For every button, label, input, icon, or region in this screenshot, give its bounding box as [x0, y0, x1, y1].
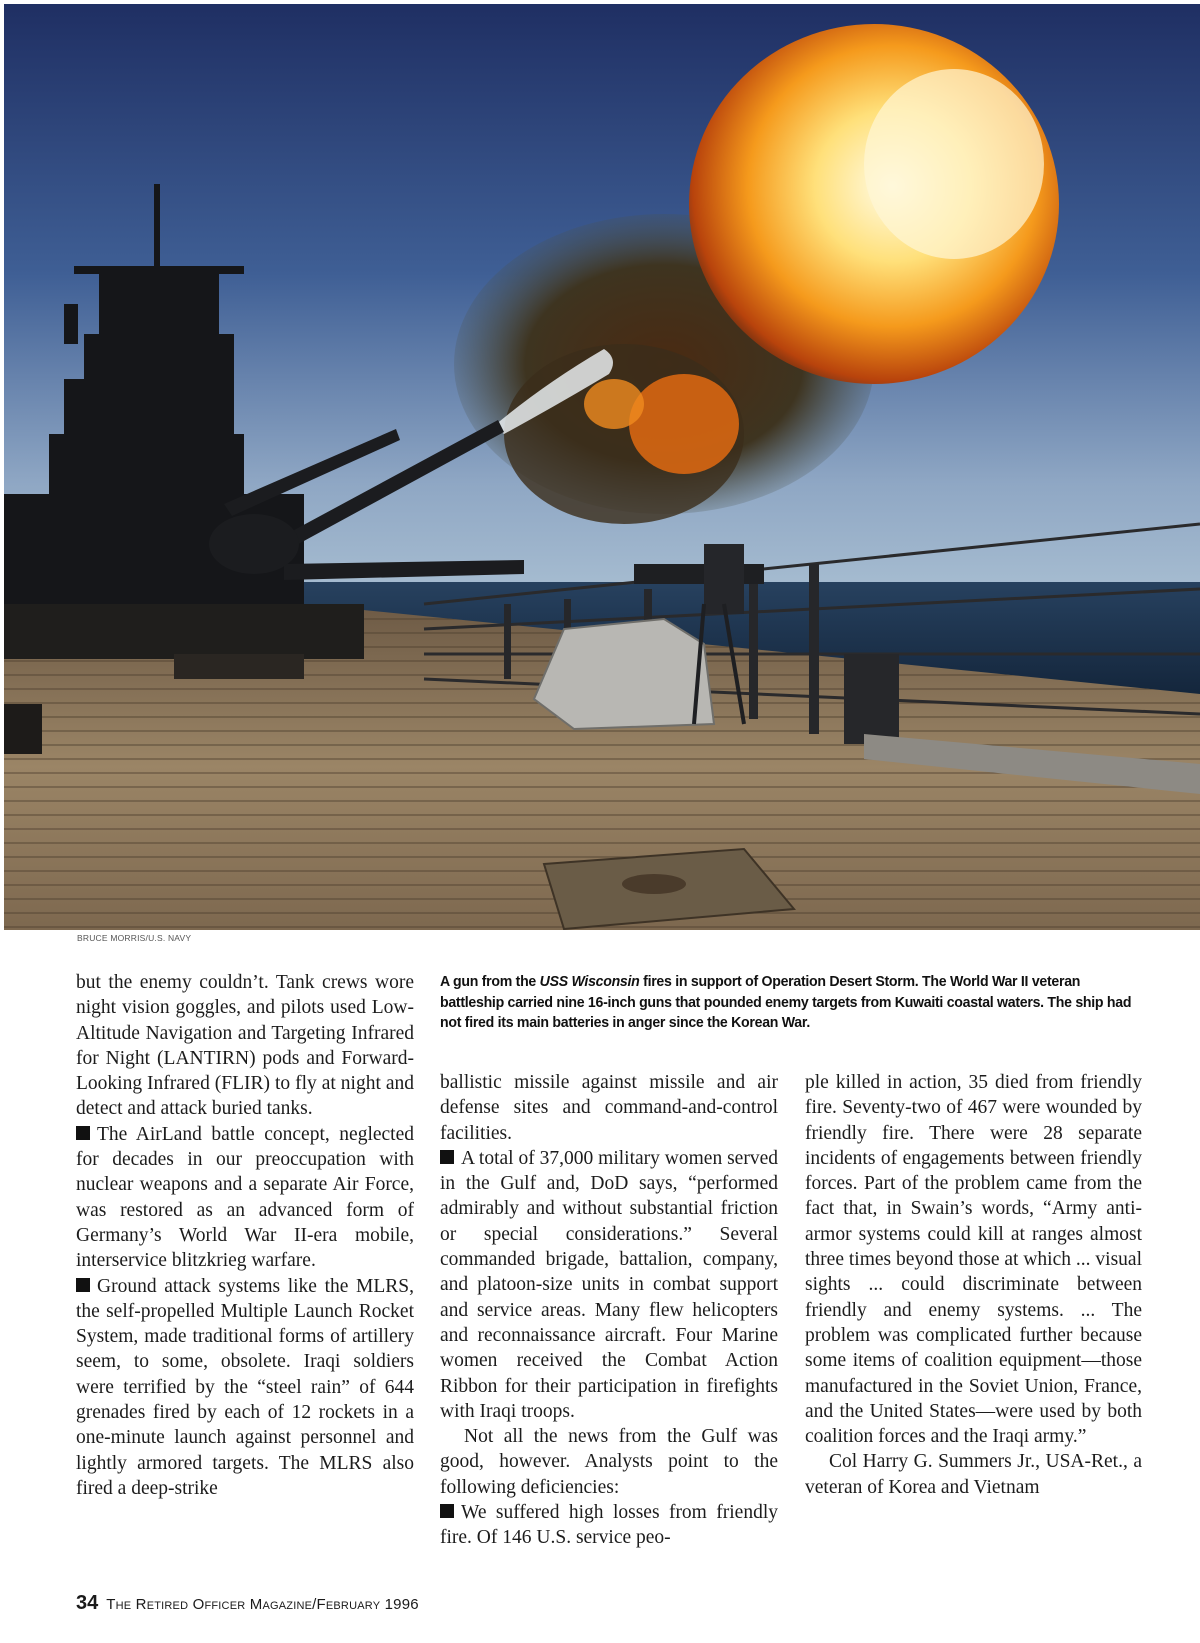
paragraph-text: Not all the news from the Gulf was good, however. Analysts point to the following deficiencies: [440, 1426, 778, 1498]
paragraph [805, 1070, 1142, 1449]
bullet-paragraph [440, 1146, 778, 1424]
page-footer [76, 1592, 419, 1615]
paragraph [440, 1070, 778, 1146]
paragraph-text: A total of 37,000 military women served in the Gulf and, DoD says, “performed admirably and without substantial friction or special considerations.” Several commanded brigade, battalion, company, and platoon-size units in combat support and service areas. Many flew helicopters and reconnaissance aircraft. Four Marine women received the Combat Action Ribbon for their participation in firefights with Iraqi troops. [440, 1147, 778, 1422]
bullet-paragraph [76, 1122, 414, 1274]
bullet-paragraph [440, 1500, 778, 1551]
paragraph-text: ballistic missile against missile and air defense sites and command-and-control facilities. [440, 1072, 778, 1144]
battleship-photo [4, 4, 1200, 930]
paragraph-text: Ground attack systems like the MLRS, the self-propelled Multiple Launch Rocket System, made traditional forms of artillery seem, to some, obsolete. Iraqi soldiers were terrified by the “steel rain” of 644 grenades fired by each of 12 rockets in a one-minute launch against personnel and lightly armored targets. The MLRS also fired a deep-strike [76, 1275, 414, 1499]
paragraph-text: We suffered high losses from friendly fire. Of 146 U.S. service peo- [440, 1502, 778, 1549]
paragraph [805, 1449, 1142, 1500]
magazine-title: The Retired Officer Magazine/February 1996 [106, 1596, 419, 1613]
square-bullet-icon [440, 1150, 454, 1164]
caption-prefix: A gun from the [440, 973, 540, 990]
caption-text: fires in support of Operation Desert Storm. The World War II veteran battleship carried nine 16-inch guns that pounded enemy targets from Kuwaiti coastal waters. The ship had not fired its main batteries in anger since the Korean War. [440, 973, 1132, 1031]
square-bullet-icon [440, 1504, 454, 1518]
paragraph [440, 1424, 778, 1500]
paragraph-text: ple killed in action, 35 died from friendly fire. Seventy-two of 467 were wounded by friendly fire. There were 28 separate incidents of engagements between friendly forces. Part of the problem came from the fact that, in Swain’s words, “Army anti-armor systems could kill at ranges almost three times beyond those at which ... visual sights ... could discriminate between friendly and enemy systems. ... The problem was complicated further because some items of coalition equipment—those manufactured in the Soviet Union, France, and the United States—were used by both coalition forces and the Iraqi army.” [805, 1072, 1142, 1448]
photo-credit: BRUCE MORRIS/U.S. NAVY [77, 933, 192, 943]
paragraph-text: The AirLand battle concept, neglected for decades in our preoccupation with nuclear weapons and a separate Air Force, was restored as an advanced form of Germany’s World War II-era mobile, interservice blitzkrieg warfare. [76, 1123, 414, 1272]
body-column-2 [440, 1070, 778, 1551]
page-number: 34 [76, 1592, 99, 1614]
body-column-3 [805, 1070, 1142, 1500]
square-bullet-icon [76, 1126, 90, 1140]
photo-caption [440, 972, 1142, 1034]
paragraph-text: but the enemy couldn’t. Tank crews wore night vision goggles, and pilots used Low-Altitude Navigation and Targeting Infrared for Night (LANTIRN) pods and Forward-Looking Infrared (FLIR) to fly at night and detect and attack buried tanks. [76, 972, 414, 1120]
body-column-1 [76, 970, 414, 1501]
square-bullet-icon [76, 1278, 90, 1292]
bullet-paragraph [76, 1274, 414, 1502]
paragraph [76, 970, 414, 1122]
caption-ship-name: USS Wisconsin [539, 973, 640, 990]
paragraph-text: Col Harry G. Summers Jr., USA-Ret., a veteran of Korea and Vietnam [805, 1451, 1142, 1498]
